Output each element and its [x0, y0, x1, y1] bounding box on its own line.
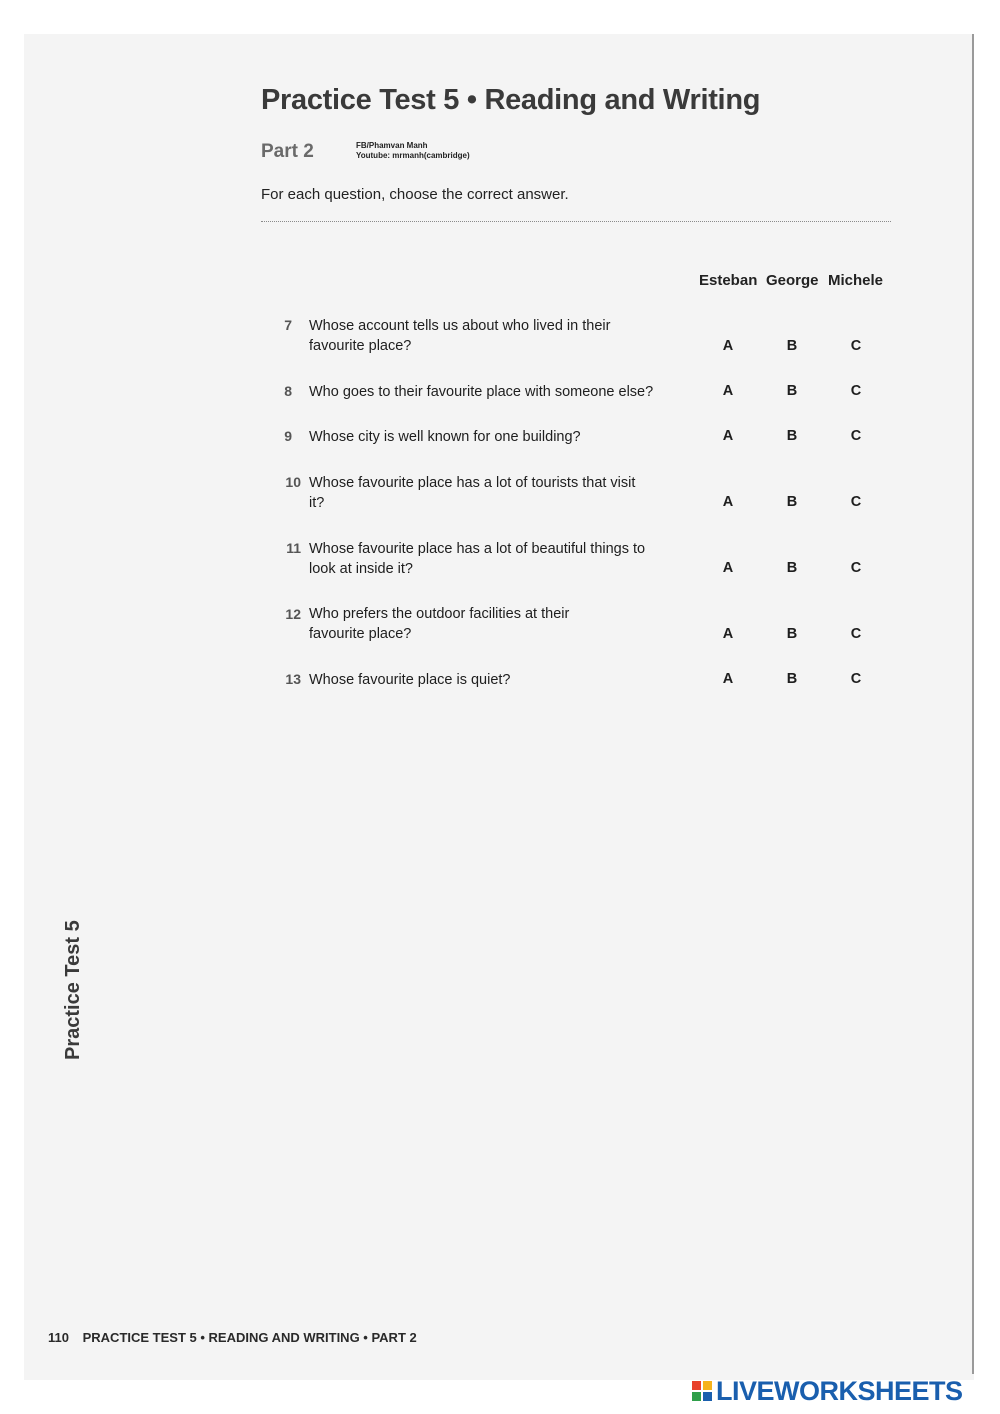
option-a[interactable]: A [722, 671, 734, 687]
liveworksheets-logo [692, 1376, 963, 1406]
question-number: 8 [284, 383, 292, 399]
option-c[interactable]: C [850, 383, 862, 399]
option-b[interactable]: B [786, 671, 798, 687]
option-b[interactable]: B [786, 626, 798, 642]
option-c[interactable]: C [850, 494, 862, 510]
option-a[interactable]: A [722, 626, 734, 642]
page-number: 110 [48, 1330, 69, 1345]
question-number: 7 [284, 317, 292, 333]
option-b[interactable]: B [786, 494, 798, 510]
question-text: Whose account tells us about who lived in their favourite place? [309, 318, 611, 354]
question-text: Who goes to their favourite place with someone else? [309, 384, 654, 400]
page-footer [48, 1330, 417, 1345]
column-header-esteban: Esteban [699, 272, 758, 289]
question-number: 13 [285, 671, 301, 687]
worksheet-page [24, 34, 974, 1380]
option-b[interactable]: B [786, 383, 798, 399]
side-label: Practice Test 5 [62, 920, 84, 1060]
question-number: 9 [284, 428, 292, 444]
part-label: Part 2 [261, 141, 314, 162]
option-b[interactable]: B [786, 560, 798, 576]
option-b[interactable]: B [786, 428, 798, 444]
column-header-michele: Michele [828, 272, 884, 289]
question-text: Whose favourite place has a lot of tourists that visit it? [309, 475, 636, 511]
instructions: For each question, choose the correct answer. [261, 186, 569, 203]
page-edge [972, 34, 974, 1374]
option-c[interactable]: C [850, 626, 862, 642]
question-text: Who prefers the outdoor facilities at their favourite place? [309, 606, 570, 642]
divider [261, 221, 891, 222]
liveworksheets-logo-icon [692, 1381, 712, 1401]
question-text: Whose favourite place has a lot of beautiful things to look at inside it? [309, 541, 646, 577]
question-number: 12 [285, 606, 301, 622]
credits [356, 141, 470, 161]
option-c[interactable]: C [850, 671, 862, 687]
page-title: Practice Test 5 • Reading and Writing [261, 84, 761, 116]
option-c[interactable]: C [850, 560, 862, 576]
option-a[interactable]: A [722, 428, 734, 444]
column-header-george: George [766, 272, 819, 289]
option-b[interactable]: B [786, 338, 798, 354]
question-number: 10 [285, 474, 301, 490]
credit-youtube: Youtube: mrmanh(cambridge) [356, 151, 470, 160]
option-a[interactable]: A [722, 560, 734, 576]
option-c[interactable]: C [850, 338, 862, 354]
question-text: Whose favourite place is quiet? [309, 672, 511, 688]
option-c[interactable]: C [850, 428, 862, 444]
brand-name: LIVEWORKSHEETS [716, 1375, 963, 1406]
credit-facebook: FB/Phamvan Manh [356, 141, 428, 150]
option-a[interactable]: A [722, 494, 734, 510]
question-number: 11 [286, 540, 301, 556]
option-a[interactable]: A [722, 383, 734, 399]
footer-text: PRACTICE TEST 5 • READING AND WRITING • PART 2 [82, 1330, 417, 1345]
option-a[interactable]: A [722, 338, 734, 354]
question-text: Whose city is well known for one building? [309, 429, 581, 445]
